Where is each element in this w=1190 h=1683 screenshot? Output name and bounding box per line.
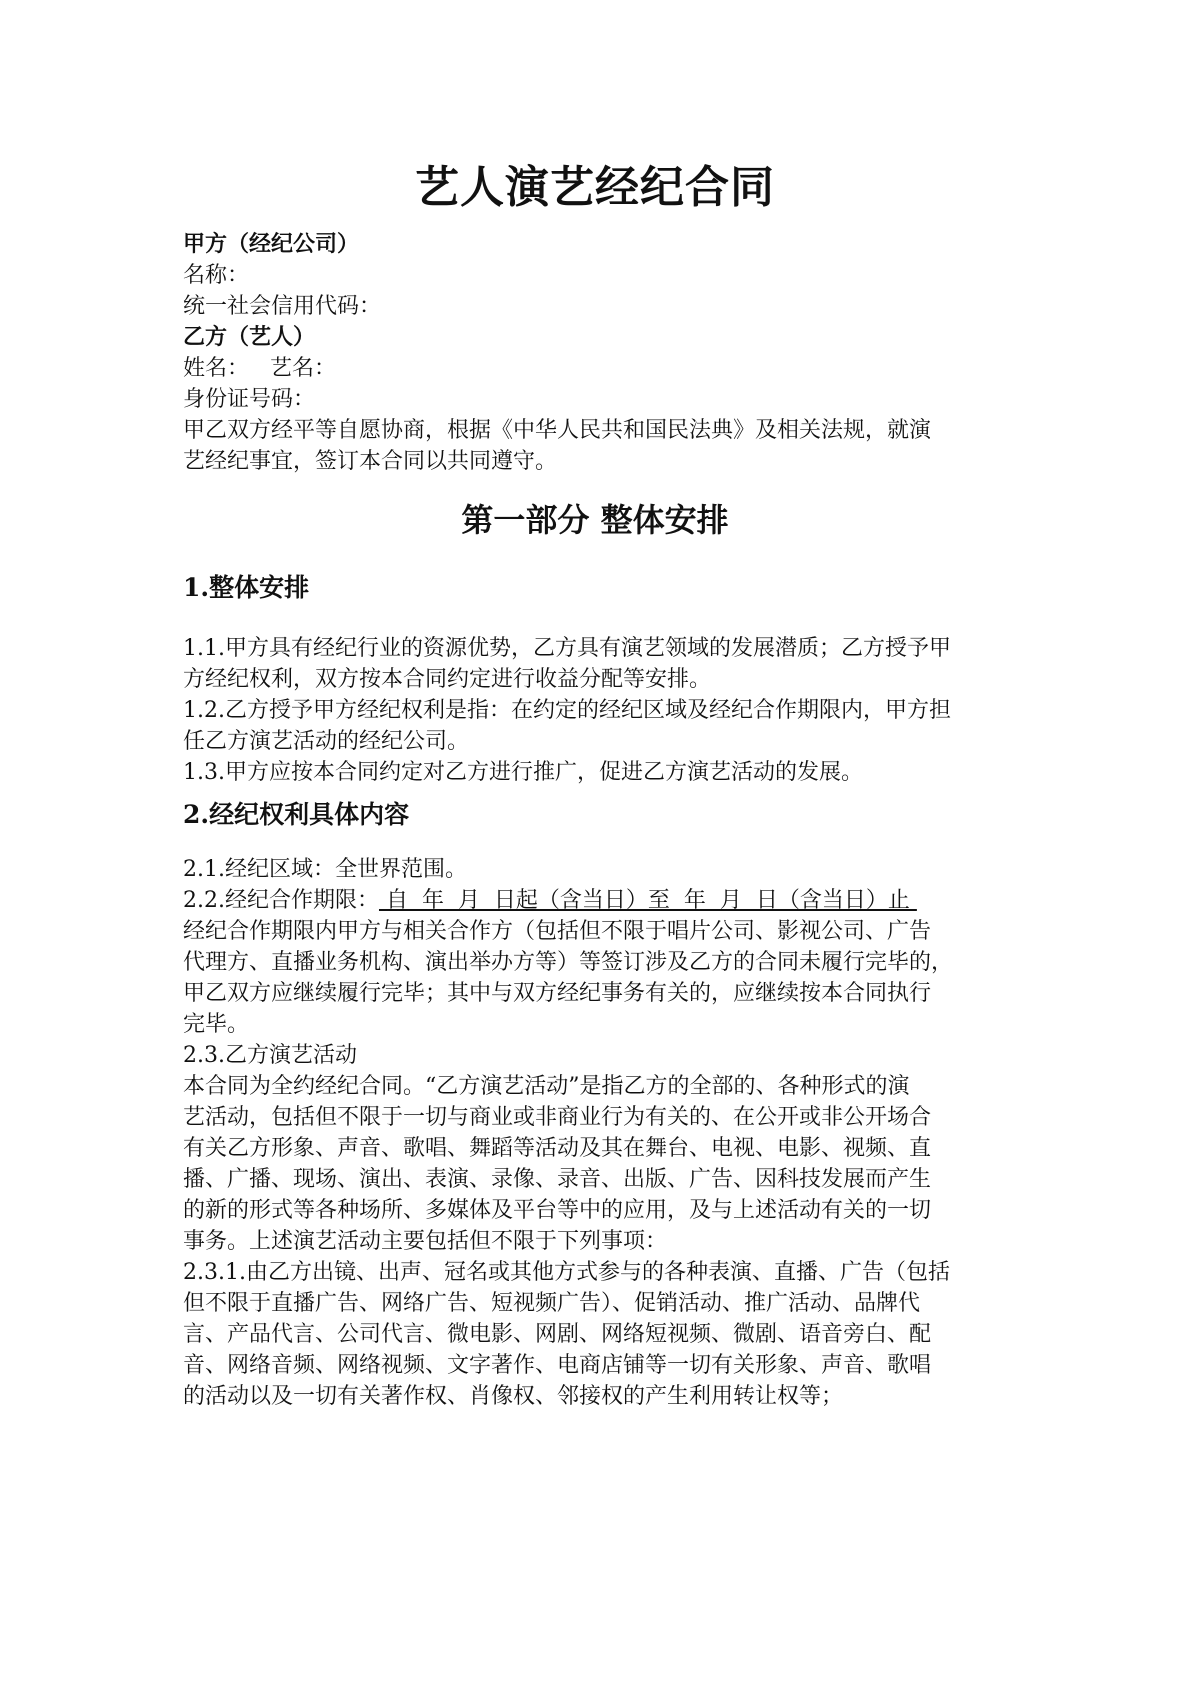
party-a-credit-code-label: 统一社会信用代码：	[183, 294, 382, 319]
section-2-line: 经纪合作期限内甲方与相关合作方（包括但不限于唱片公司、影视公司、广告	[183, 919, 932, 944]
section-2-line: 2.3.乙方演艺活动	[183, 1043, 357, 1068]
preamble-line-1: 甲乙双方经平等自愿协商，根据《中华人民共和国民法典》及相关法规，就演	[183, 418, 932, 443]
section-2-line: 完毕。	[183, 1012, 250, 1037]
section-2-line: 言、产品代言、公司代言、微电影、网剧、网络短视频、微剧、语音旁白、配	[183, 1322, 932, 1347]
section-2-line: 甲乙双方应继续履行完毕；其中与双方经纪事务有关的，应继续按本合同执行	[183, 981, 932, 1006]
section-2-line: 本合同为全约经纪合同。“乙方演艺活动”是指乙方的全部的、各种形式的演	[183, 1074, 910, 1099]
clause-2-2	[183, 885, 1013, 916]
section-2-line: 事务。上述演艺活动主要包括但不限于下列事项：	[183, 1229, 668, 1254]
party-a-name-label: 名称：	[183, 263, 250, 288]
preamble-line-2: 艺经纪事宜，签订本合同以共同遵守。	[183, 449, 558, 474]
party-b-id-label: 身份证号码：	[183, 387, 316, 412]
section-2-line: 的活动以及一切有关著作权、肖像权、邻接权的产生利用转让权等；	[183, 1384, 844, 1409]
section-2-line: 有关乙方形象、声音、歌唱、舞蹈等活动及其在舞台、电视、电影、视频、直	[183, 1136, 932, 1161]
clause-2-1: 2.1.经纪区域：全世界范围。	[183, 857, 467, 882]
section-1-line: 1.1.甲方具有经纪行业的资源优势，乙方具有演艺领域的发展潜质；乙方授予甲	[183, 636, 951, 661]
party-a-heading: 甲方（经纪公司）	[183, 231, 360, 257]
clause-2-2-term-field: 自 年 月 日起（含当日）至 年 月 日（含当日）止	[378, 888, 917, 913]
section-2-line: 但不限于直播广告、网络广告、短视频广告）、促销活动、推广活动、品牌代	[183, 1291, 921, 1316]
section-1-body	[183, 633, 1013, 788]
section-2-number: 2.	[183, 800, 210, 829]
section-2-line: 音、网络音频、网络视频、文字著作、电商店铺等一切有关形象、声音、歌唱	[183, 1353, 932, 1378]
section-2-line: 代理方、直播业务机构、演出举办方等）等签订涉及乙方的合同未履行完毕的，	[183, 950, 954, 975]
section-1-line: 1.2.乙方授予甲方经纪权利是指：在约定的经纪区域及经纪合作期限内，甲方担	[183, 698, 951, 723]
section-1-heading	[183, 570, 309, 606]
party-b-heading: 乙方（艺人）	[183, 324, 316, 350]
document-title: 艺人演艺经纪合同	[415, 162, 775, 213]
section-2-heading	[183, 797, 409, 833]
section-2-line: 艺活动，包括但不限于一切与商业或非商业行为有关的、在公开或非公开场合	[183, 1105, 932, 1130]
part-one-title: 第一部分 整体安排	[461, 501, 729, 539]
section-1-number: 1.	[183, 573, 210, 602]
section-1-line: 任乙方演艺活动的经纪公司。	[183, 729, 470, 754]
parties-block	[183, 229, 1013, 477]
section-1-heading-text: 整体安排	[209, 573, 310, 602]
clause-2-2-label: 2.2.经纪合作期限：	[183, 888, 379, 913]
section-2-line: 2.3.1.由乙方出镜、出声、冠名或其他方式参与的各种表演、直播、广告（包括	[183, 1260, 950, 1285]
section-2-heading-text: 经纪权利具体内容	[209, 800, 410, 829]
section-2-line: 播、广播、现场、演出、表演、录像、录音、出版、广告、因科技发展而产生	[183, 1167, 932, 1192]
section-1-line: 方经纪权利，双方按本合同约定进行收益分配等安排。	[183, 667, 712, 692]
section-2-line: 的新的形式等各种场所、多媒体及平台等中的应用，及与上述活动有关的一切	[183, 1198, 932, 1223]
section-2-body	[183, 854, 1013, 1412]
party-b-name-stage-label: 姓名： 艺名：	[183, 356, 336, 381]
section-1-line: 1.3.甲方应按本合同约定对乙方进行推广，促进乙方演艺活动的发展。	[183, 760, 863, 785]
